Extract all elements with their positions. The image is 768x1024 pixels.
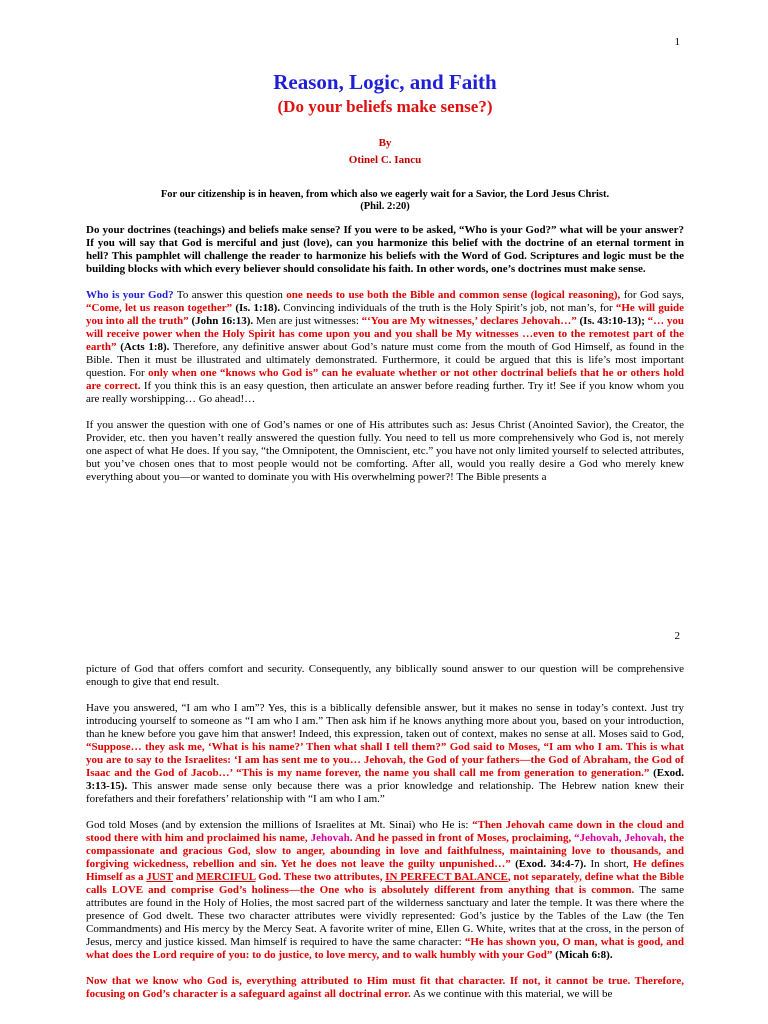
emphasis-run: He defines Himself as a [86,858,684,883]
paragraph-continuation: picture of God that offers comfort and security. Consequently, any biblically sound answer to our question will be comprehensive enough to give that end result. [86,663,684,688]
emphasis-run: Now that we know who God is, everything attributed to Him must fit that character. If not, it cannot be true. Therefore, focusing on God’s character is a safeguard against all doctrinal error. [86,975,684,1000]
emphasis-run: only when one “knows who God is” can he evaluate whether or not other doctrinal beliefs that he or others hold are correct. [86,367,684,392]
scripture-quote: “‘You are My witnesses,’ declares Jehovah…” [361,315,577,327]
emphasis-run: , not separately, define what the Bible calls LOVE and comprise God’s holiness—the One who is absolutely different from anything that is common. [86,871,684,896]
text-run: Men are just witnesses: [253,315,362,327]
scripture-quote: . And he passed in front of Moses, proclaiming, [349,832,575,844]
page-number: 1 [674,36,680,48]
epigraph-text: For our citizenship is in heaven, from which also we eagerly wait for a Savior, the Lord Jesus Christ. [160,189,610,200]
paragraph-who-is-your-god [86,289,684,406]
document-subtitle: (Do your beliefs make sense?) [277,97,493,116]
divine-name: “Jehovah, Jehovah [574,832,664,844]
divine-name: Jehovah [310,832,350,844]
text-run: Therefore, any definitive answer about God’s nature must come from the mouth of God Himself, as found in the Bible. Then it must be illustrated and ultimately demonstrated. Furthermore, it could be argued that this is life’s most important question. For [86,341,685,379]
document-title: Reason, Logic, and Faith [273,70,497,94]
scripture-reference: (Is. 1:18). [232,302,281,314]
paragraph-attributes: If you answer the question with one of God’s names or one of His attributes such as: Jesus Christ (Anointed Savior), the Creator, the Provider, etc. then you haven’t really answered the question fully. You need to tell us more comprehensively who God is, not merely one aspect of what He does. If you say, “the Omnipotent, the Omniscient, etc.” you have not only limited yourself to selected attributes, but you’ve chosen ones that to most people would not be comforting. After all, would you really desire a God who merely knew everything about you—or wanted to dominate you with His overwhelming power?! The Bible presents a [86,419,684,483]
scripture-reference: (John 16:13). [188,315,254,327]
emphasis-run: God. These two attributes, [255,871,386,883]
scripture-quote: “… you will receive power when the Holy Spirit has come upon you and you shall be My witnesses …even to the remotest part of the earth” [86,315,685,353]
byline-label: By [378,137,392,149]
scripture-reference: (Micah 6:8). [552,949,613,961]
emphasis-run: and [172,871,197,883]
epigraph-reference: (Phil. 2:20) [360,201,410,212]
text-run: Have you answered, “I am who I am”? Yes, this is a biblically defensible answer, but it makes no sense in today’s context. Just try introducing yourself to someone as “I am who I am.” Then ask him if he knows anything more about you, based on your introduction, than he knew before you gave him that answer! Indeed, this expression, taken out of context, makes no sense at all. Moses said to God, [86,702,684,740]
scripture-reference: (Is. 43:10-13); [576,315,648,327]
scripture-quote: “Then Jehovah came down in the cloud and stood there with him and proclaimed his name, [86,819,684,844]
intro-paragraph: Do your doctrines (teachings) and beliefs make sense? If you were to be asked, “Who is your God?” what will be your answer? If you will say that God is merciful and just (love), can you harmonize this belief with the doctrine of an eternal torment in hell? This pamphlet will challenge the reader to harmonize his beliefs with the Word of God. Scriptures and logic must be the building blocks with which every believer should consolidate his faith. In other words, one’s doctrines must make sense. [86,224,684,275]
page-1-content [86,70,684,484]
paragraph-god-told-moses [86,819,684,962]
text-run: Convincing individuals of the truth is the Holy Spirit’s job, not man’s, for [280,302,616,314]
text-run: This answer made sense only because there was a prior knowledge and relationship. The Hebrew nation knew their forefathers and their forefathers’ relationship with “I am who I am.” [86,780,684,805]
text-run: The same attributes are found in the Holy of Holies, the most sacred part of the wilderness sanctuary and later the temple. It was there where the presence of God dwelt. These two character attributes were vividly represented: God’s justice by the Tables of the Law (the Ten Commandments) and His mercy by the Mercy Seat. A favorite writer of mine, Ellen G. White, writes that at the cross, in the person of Jesus, mercy and justice kissed. Man himself is required to have the same character: [86,884,684,948]
scripture-quote: , the compassionate and gracious God, slow to anger, abounding in love and faithfulness, maintaining love to thousands, and forgiving wickedness, rebellion and sin. Yet he does not leave the guilty unpunished…” [86,832,684,870]
epigraph [86,189,684,213]
paragraph-i-am-who-i-am [86,702,684,806]
text-run: To answer this question [173,289,287,301]
question-text: Who is your God? [86,289,174,301]
emphasis-run: one needs to use both the Bible and common sense (logical reasoning), [286,289,621,301]
scripture-reference: (Exod. 3:13-15). [86,767,684,792]
text-run: God told Moses (and by extension the millions of Israelites at Mt. Sinai) who He is: [86,819,473,831]
page-2-content [86,663,684,1001]
page-2 [0,610,768,1024]
underlined-emphasis: IN PERFECT BALANCE [385,871,508,883]
underlined-emphasis: JUST [146,871,173,883]
scripture-reference: (Exod. 34:4-7). [510,858,587,870]
scripture-quote: “He will guide you into all the truth” [86,302,684,327]
underlined-emphasis: MERCIFUL [196,871,256,883]
text-run: In short, [586,858,634,870]
text-run: If you think this is an easy question, then articulate an answer before reading further. Try it! See if you know whom you are really worshipping… Go ahead!… [86,380,684,405]
scripture-quote: “Come, let us reason together” [86,302,233,314]
paragraph-conclusion [86,975,684,1001]
text-run: As we continue with this material, we will be [410,988,613,1000]
text-run: for God says, [620,289,685,301]
scripture-quote: “He has shown you, O man, what is good, and what does the Lord require of you: to do justice, to love mercy, and to walk humbly with your God” [86,936,684,961]
page-number: 2 [674,630,680,642]
scripture-quote: “Suppose… they ask me, ‘What is his name?’ Then what shall I tell them?” God said to Moses, “I am who I am. This is what you are to say to the Israelites: ‘I am has sent me to you… Jehovah, the God of your fathers—the God of Abraham, the God of Isaac and the God of Jacob…’ “This is my name forever, the name you shall call me from generation to generation.” [86,741,684,779]
scripture-reference: (Acts 1:8). [116,341,170,353]
author-name: Otinel C. Iancu [348,154,422,166]
